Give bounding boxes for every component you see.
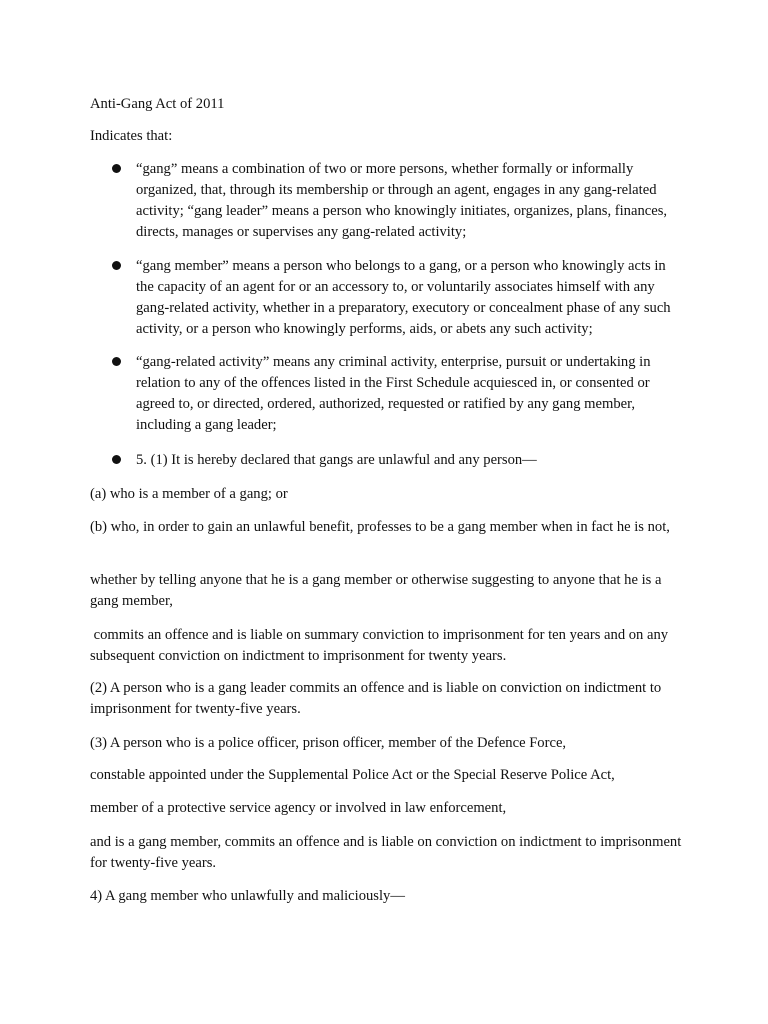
bullet-icon [112,357,121,366]
subsection-3-constable: constable appointed under the Supplemental Police Act or the Special Reserve Police Act, [90,767,615,783]
document-title: Anti-Gang Act of 2011 [90,96,225,112]
offence-penalty-text: commits an offence and is liable on summary conviction to imprisonment for ten years and on any subsequent conviction on indictment to imprisonment for twenty years. [90,627,672,664]
subsection-3: (3) A person who is a police officer, prison officer, member of the Defence Force, [90,735,567,751]
bullet-text: “gang” means a combination of two or more persons, whether formally or informally organized, that, through its membership or through an agent, engages in any gang-related activity; “gang leader” means a person who knowingly initiates, organizes, plans, finances, directs, manages or supervises any gang-related activity; [136,161,668,240]
clause-b: (b) who, in order to gain an unlawful benefit, professes to be a gang member when in fact he is not, [90,519,670,535]
subsection-2: (2) A person who is a gang leader commits an offence and is liable on conviction on indictment to imprisonment for twenty-five years. [90,680,662,717]
bullet-text: 5. (1) It is hereby declared that gangs are unlawful and any person— [136,452,537,468]
bullet-icon [112,164,121,173]
intro-text: Indicates that: [90,128,173,144]
clause-a: (a) who is a member of a gang; or [90,486,288,502]
bullet-icon [112,261,121,270]
bullet-icon [112,455,121,464]
bullet-text: “gang-related activity” means any criminal activity, enterprise, pursuit or undertaking in relation to any of the offences listed in the First Schedule acquiesced in, or consented or agreed to, or directed, ordered, authorized, requested or ratified by any gang member, including a gang leader; [136,354,651,433]
clause-b-continuation: whether by telling anyone that he is a gang member or otherwise suggesting to anyone that he is a gang member, [90,572,662,609]
subsection-4: 4) A gang member who unlawfully and maliciously— [90,888,405,904]
subsection-3-penalty: and is a gang member, commits an offence and is liable on conviction on indictment to imprisonment for twenty-five years. [90,834,682,871]
subsection-3-protective-service: member of a protective service agency or involved in law enforcement, [90,800,507,816]
bullet-text: “gang member” means a person who belongs to a gang, or a person who knowingly acts in the capacity of an agent for or an accessory to, or voluntarily associates himself with any gang-related activity, whether in a preparatory, executory or concealment phase of any such activity, or a person who knowingly performs, aids, or abets any such activity; [136,258,671,337]
